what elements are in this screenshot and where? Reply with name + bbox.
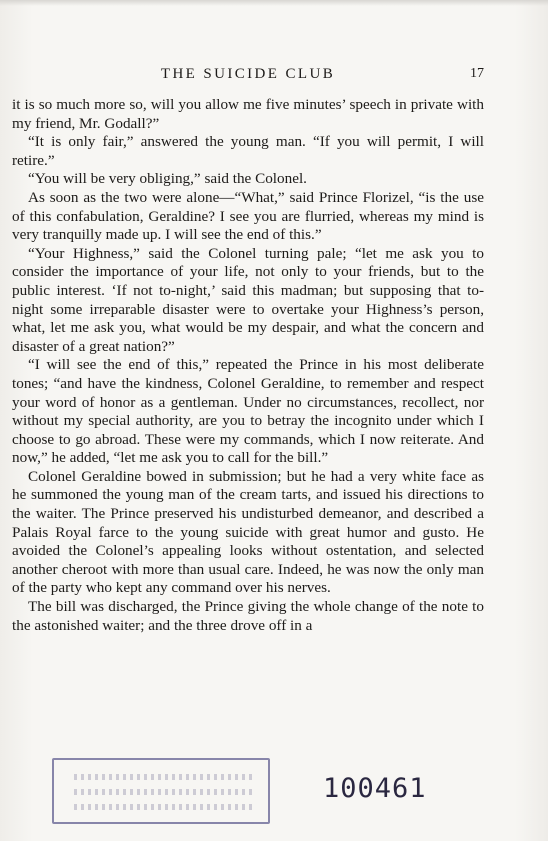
page-number: 17: [470, 66, 484, 81]
stamp-faded-line: [74, 789, 252, 795]
paragraph: “You will be very obliging,” said the Colonel.: [28, 170, 307, 188]
page-top-edge: [0, 0, 548, 6]
paragraph: “It is only fair,” answered the young man. “If you will permit, I will retire.”: [12, 133, 484, 169]
paragraph: As soon as the two were alone—“What,” said Prince Florizel, “is the use of this confabulation, Geraldine? I see you are flurried, whereas my mind is very tranquilly made up. I will see the end of this.”: [12, 188, 484, 244]
paragraph: “Your Highness,” said the Colonel turning pale; “let me ask you to consider the importance of your life, not only to your friends, but to the public interest. ‘If not to-night,’ said this madman; but supposing that to-night some irreparable disaster were to overtake your Highness’s person, what, let me ask you, what would be my despair, and what the concern and disaster of a great nation?”: [12, 244, 484, 355]
running-head: [12, 66, 484, 88]
library-stamp: [52, 758, 270, 824]
running-title: THE SUICIDE CLUB: [160, 66, 336, 82]
paragraph: Colonel Geraldine bowed in submission; but he had a very white face as he summoned the young man of the cream tarts, and issued his directions to the waiter. The Prince preserved his undisturbed demeanor, and described a Palais Royal farce to the young suicide with great humor and gusto. He avoided the Colonel’s appealing looks without ostentation, and selected another cheroot with more than usual care. Indeed, he was now the only man of the party who kept any command over his nerves.: [12, 467, 484, 597]
paragraph: it is so much more so, will you allow me five minutes’ speech in private with my friend, Mr. Godall?”: [12, 96, 484, 132]
accession-number: 100461: [323, 773, 427, 804]
body-text: [12, 96, 484, 635]
stamp-faded-line: [74, 804, 252, 810]
paragraph: The bill was discharged, the Prince giving the whole change of the note to the astonished waiter; and the three drove off in a: [12, 598, 484, 634]
paragraph: “I will see the end of this,” repeated the Prince in his most deliberate tones; “and have the kindness, Colonel Geraldine, to remember and respect your word of honor as a gentleman. Under no circumstances, recollect, nor without my special authority, are you to betray the incognito under which I choose to go abroad. These were my commands, which I now reiterate. And now,” he added, “let me ask you to call for the bill.”: [12, 356, 484, 467]
stamp-faded-line: [74, 774, 252, 780]
